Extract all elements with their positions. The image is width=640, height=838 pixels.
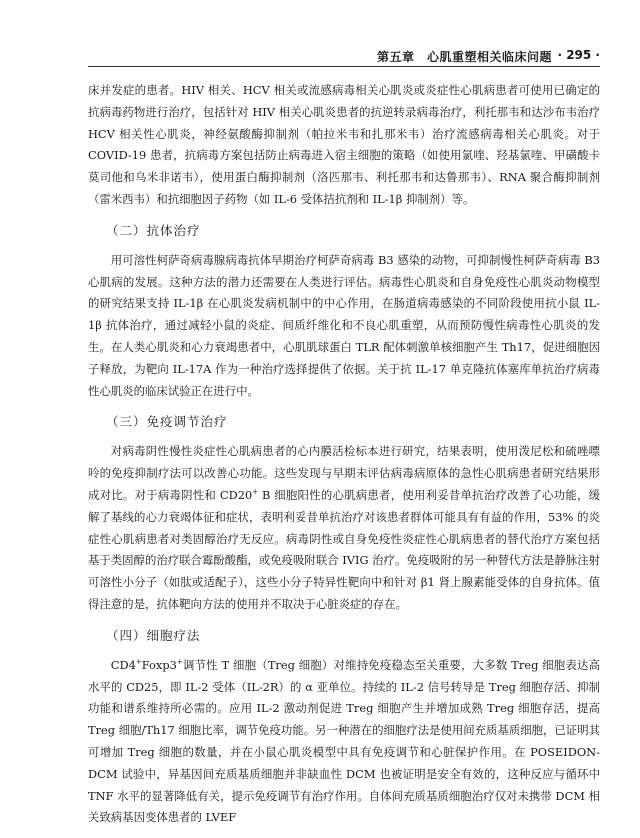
- text-segment: Foxp3: [141, 657, 177, 672]
- page-number: · 295 ·: [557, 48, 600, 62]
- text-segment: 调节性 T 细胞（Treg 细胞）对维持免疫稳态至关重要，大多数 Treg 细胞表达高水平的 CD25，即 IL-2 受体（IL-2R）的 α 亚单位。持续的 IL-2 信号转导是 Treg 细胞存活、抑制功能和谱系维持所必需的。应用 IL-2 激动剂促进 Treg 细胞产生并增加成熟 Treg 细胞存活，提高 Treg 细胞/Th17 细胞比率，调节免疫功能。另一种潜在的细胞疗法是使用间充质基质细胞，已证明其可增加 Treg 细胞的数量，并在小鼠心肌炎模型中具有免疫调节和心脏保护作用。在 POSEIDON-DCM 试验中，异基因间充质基质细胞并非缺血性 DCM 也被证明是安全有效的，这种反应与循环中 TNF 水平的显著降低有关，提示免疫调节有治疗作用。自体间充质基质细胞治疗仅对未携带 DCM 相关致病基因变体患者的 LVEF: [88, 657, 600, 825]
- paragraph-immunomodulation: [88, 441, 600, 615]
- superscript-plus: +: [252, 488, 259, 497]
- chapter-title: 第五章 心肌重塑相关临床问题: [376, 50, 552, 64]
- superscript-plus: +: [135, 657, 142, 666]
- paragraph-cell-therapy: [88, 655, 600, 829]
- superscript-plus: +: [176, 657, 183, 666]
- header-rule: [88, 66, 600, 67]
- text-segment: B 细胞阳性的心肌病患者，使用利妥昔单抗治疗改善了心功能，缓解了基线的心力衰竭体征和症状，表明利妥昔单抗治疗对该患者群体可能具有有益的作用，53% 的炎症性心肌病患者对类固醇治疗无反应。病毒阴性或自身免疫性炎症性心肌病患者的替代治疗方案包括基于类固醇的治疗联合霉酚酸酯，或免疫吸附联合 IVIG 治疗。免疫吸附的另一种替代方法是静脉注射可溶性小分子（如肽或适配子），这些小分子特异性靶向中和针对 β1 肾上腺素能受体的自身抗体。值得注意的是，抗体靶向方法的使用并不取决于心脏炎症的存在。: [88, 487, 600, 611]
- text-segment: 对病毒阴性慢性炎症性心肌病患者的心内膜活检标本进行研究，结果表明，使用泼尼松和硫唑嘌呤的免疫抑制疗法可以改善心功能。这些发现与早期未评估病毒病原体的急性心肌病患者研究结果形成对比。对于病毒阴性和 CD20: [88, 444, 600, 502]
- page-body: [88, 80, 600, 838]
- heading-antibody-therapy: （二）抗体治疗: [106, 222, 201, 238]
- text-segment: CD4: [110, 657, 136, 672]
- paragraph-antiviral: 床并发症的患者。HIV 相关、HCV 相关或流感病毒相关心肌炎或炎症性心肌病患者可使用已确定的抗病毒药物进行治疗，包括针对 HIV 相关心肌炎患者的抗逆转录病毒治疗，利托那韦和达沙布韦治疗 HCV 相关性心肌炎，神经氨酸酶抑制剂（帕拉米韦和扎那米韦）治疗流感病毒相关心肌炎。对于 COVID-19 患者，抗病毒方案包括防止病毒进入宿主细胞的策略（如使用氯喹、羟基氯喹、甲磺酸卡莫司他和乌米非诺韦），使用蛋白酶抑制剂（洛匹那韦、利托那韦和达鲁那韦）、RNA 聚合酶抑制剂（雷米西韦）和抗细胞因子药物（如 IL-6 受体拮抗剂和 IL-1β 抑制剂）等。: [88, 83, 600, 206]
- paragraph-antibody-therapy: 用可溶性柯萨奇病毒腺病毒抗体早期治疗柯萨奇病毒 B3 感染的动物，可抑制慢性柯萨奇病毒 B3 心肌病的发展。这种方法的潜力还需要在人类进行评估。病毒性心肌炎和自身免疫性心肌炎动物模型的研究结果支持 IL-1β 在心肌炎发病机制中的中心作用，在肠道病毒感染的不同阶段使用抗小鼠 IL-1β 抗体治疗，通过减轻小鼠的炎症、间质纤维化和不良心肌重塑，从而预防慢性病毒性心肌炎的发生。在人类心肌炎和心力衰竭患者中，心肌肌球蛋白 TLR 配体刺激单核细胞产生 Th17，促进细胞因子释放，为靶向 IL-17A 作为一种治疗选择提供了依据。关于抗 IL-17 单克隆抗体塞库单抗治疗病毒性心肌炎的临床试验正在进行中。: [88, 252, 600, 398]
- page-header: [0, 0, 640, 68]
- heading-cell-therapy: （四）细胞疗法: [106, 627, 201, 643]
- heading-immunomodulation: （三）免疫调节治疗: [106, 414, 228, 430]
